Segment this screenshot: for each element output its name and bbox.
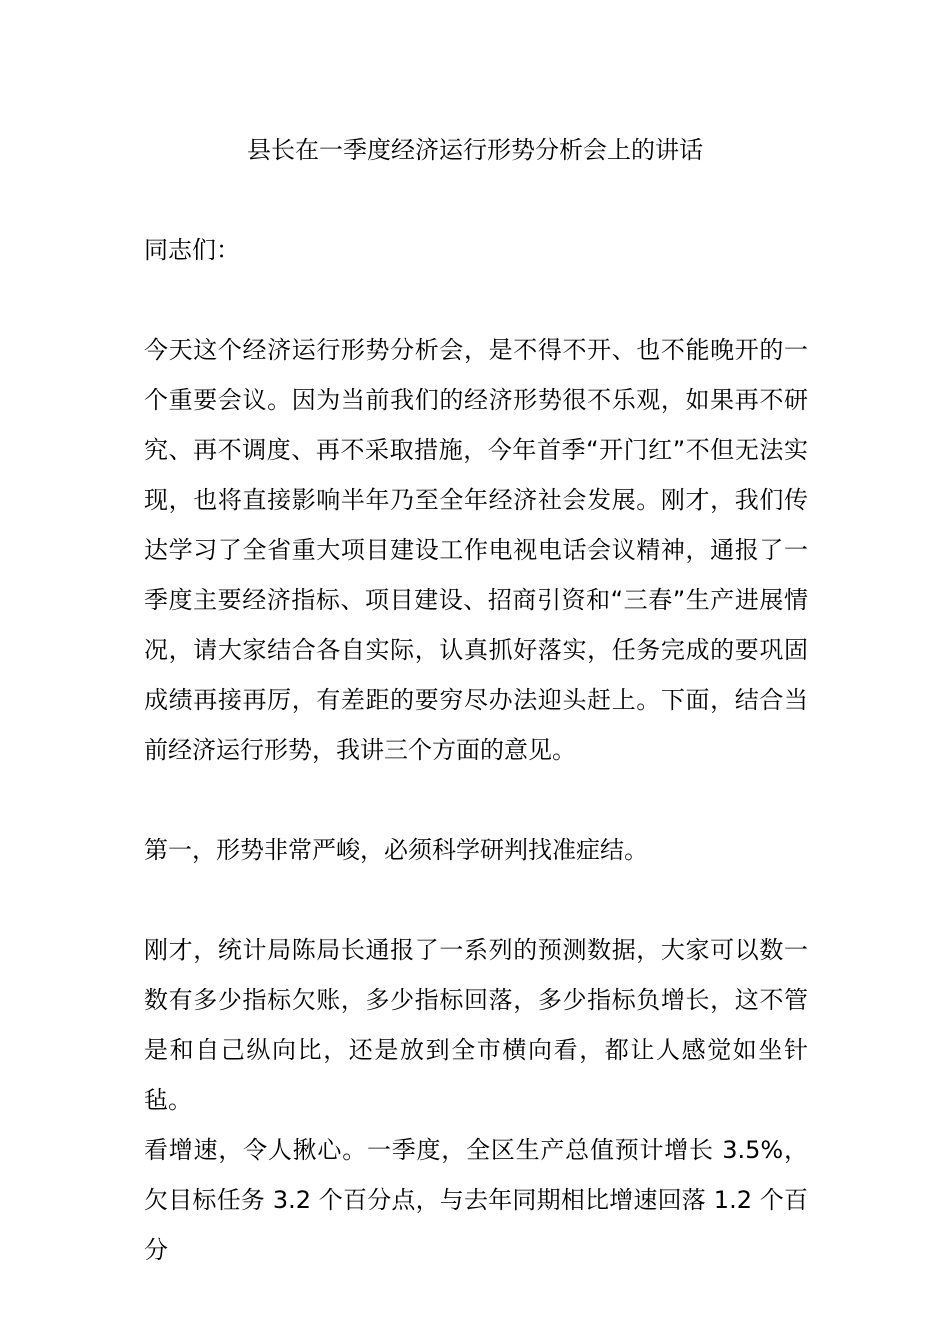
paragraph-growth: 看增速，令人揪心。一季度，全区生产总值预计增长 3.5%，欠目标任务 3.2 个百分点，与去年同期相比增速回落 1.2 个百分 — [144, 1136, 808, 1264]
paragraph-statistics: 刚才，统计局陈局长通报了一系列的预测数据，大家可以数一数有多少指标欠账，多少指标回落，多少指标负增长，这不管是和自己纵向比，还是放到全市横向看，都让人感觉如坐针毡。 — [144, 936, 808, 1114]
paragraph-section-heading: 第一，形势非常严峻，必须科学研判找准症结。 — [144, 836, 648, 864]
salutation: 同志们： — [144, 236, 240, 264]
paragraph-introduction: 今天这个经济运行形势分析会，是不得不开、也不能晚开的一个重要会议。因为当前我们的经济形势很不乐观，如果再不研究、再不调度、再不采取措施，今年首季“开门红”不但无法实现，也将直接影响半年乃至全年经济社会发展。刚才，我们传达学习了全省重大项目建设工作电视电话会议精神，通报了一季度主要经济指标、项目建设、招商引资和“三春”生产进展情况，请大家结合各自实际，认真抓好落实，任务完成的要巩固成绩再接再厉，有差距的要穷尽办法迎头赶上。下面，结合当前经济运行形势，我讲三个方面的意见。 — [144, 336, 808, 764]
document-title: 县长在一季度经济运行形势分析会上的讲话 — [247, 136, 703, 164]
